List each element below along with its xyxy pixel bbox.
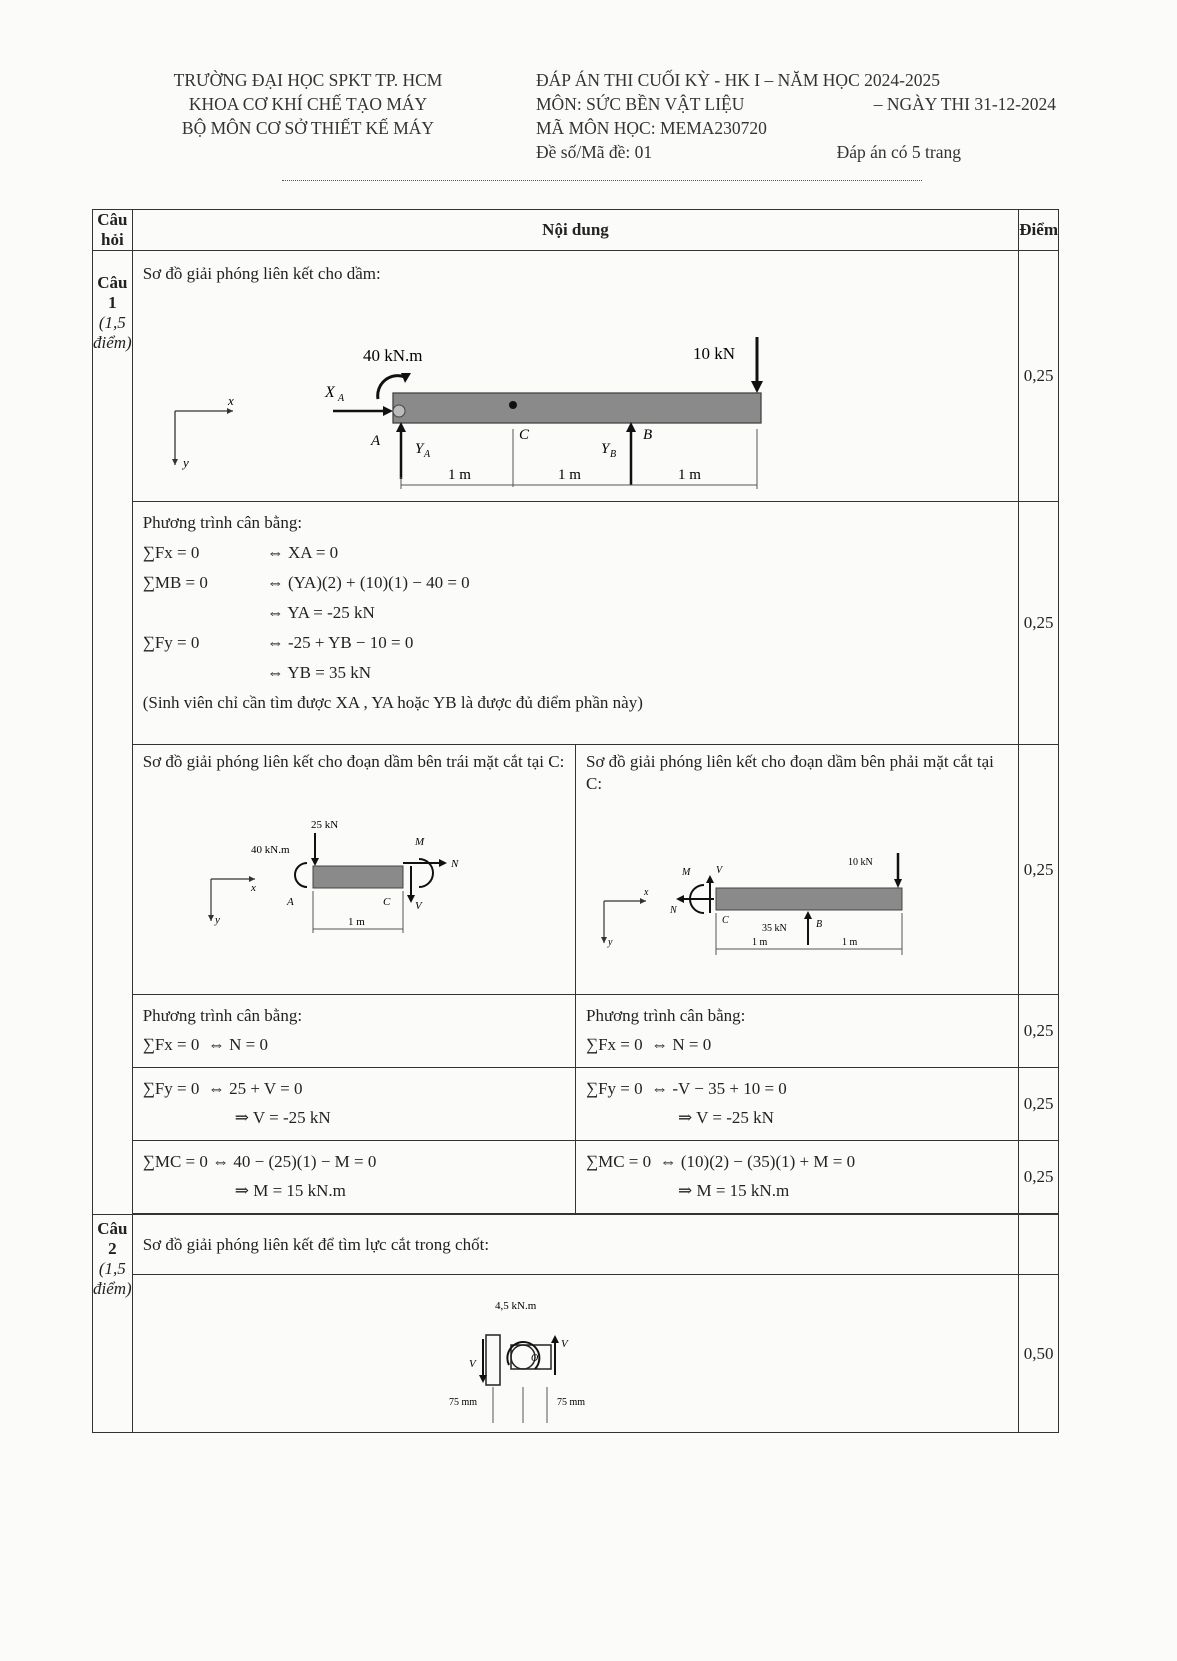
pin-left-plate [486, 1335, 500, 1385]
q1-score-4: 0,25 [1019, 995, 1059, 1068]
label-a: A [286, 896, 294, 908]
beam-fbd-diagram [143, 289, 933, 489]
eq-2-left: ∑MB = 0 [142, 573, 208, 592]
subject-line [536, 92, 1056, 116]
force-label: 10 kN [692, 344, 735, 363]
left-eq-fy-result: ⇒ V = -25 kN [234, 1108, 331, 1127]
q2-score-empty [1019, 1215, 1059, 1275]
page-count: Đáp án có 5 trang [836, 142, 961, 162]
left-eq-fy: ∑Fy = 0 ⇔ 25 + V = 0 [142, 1079, 303, 1098]
q1-score-6: 0,25 [1019, 1141, 1059, 1214]
q2-score: 0,50 [1019, 1275, 1059, 1433]
axis-icon [601, 887, 649, 948]
axis-icon [172, 393, 234, 470]
left-moment-label: 40 kN.m [250, 844, 290, 856]
q2-caption: Sơ đồ giải phóng liên kết để tìm lực cắt trong chốt: [142, 1234, 490, 1254]
xa-label: X [324, 384, 335, 401]
answer-table [92, 209, 1059, 1433]
table-header-row [93, 210, 1059, 251]
right-eq-mc: ∑MC = 0 ⇔ (10)(2) − (35)(1) + M = 0 [585, 1152, 856, 1171]
eq-note: (Sinh viên chỉ cần tìm được XA , YA hoặc YB là được đủ điểm phần này) [142, 693, 643, 712]
col-score: Điểm [1019, 210, 1059, 251]
label-n: N [450, 858, 459, 870]
q2-figure-row [93, 1275, 1059, 1433]
label-v: V [414, 900, 422, 912]
axis-y-label: y [182, 455, 189, 470]
right-fx-cell [575, 995, 1018, 1068]
left-fx-cell [132, 995, 575, 1068]
subject-name: MÔN: SỨC BỀN VẬT LIỆU [536, 94, 745, 114]
ya-sub: A [423, 449, 430, 460]
pin-a [393, 405, 405, 417]
school-header [118, 68, 498, 140]
header-divider [282, 180, 922, 181]
right-eq-mc-result: ⇒ M = 15 kN.m [677, 1181, 790, 1200]
left-eq-fx: ∑Fx = 0 ⇔ N = 0 [142, 1035, 268, 1054]
eq-3 [143, 598, 1009, 628]
label-m: M [681, 867, 691, 878]
pin-diagram [143, 1283, 933, 1423]
left-force-label: 25 kN [310, 819, 338, 831]
left-eq-mc-result: ⇒ M = 15 kN.m [234, 1181, 346, 1200]
right-section-cell [575, 745, 1018, 995]
label-b: B [815, 919, 823, 930]
eq-1-right: ⇔ XA = 0 [266, 543, 339, 562]
pin-dim-2: 75 mm [556, 1397, 585, 1408]
department-name: BỘ MÔN CƠ SỞ THIẾT KẾ MÁY [181, 118, 435, 138]
left-section-caption: Sơ đồ giải phóng liên kết cho đoạn dầm bên trái mặt cắt tại C: [142, 752, 565, 771]
axis-x-label: x [227, 393, 234, 408]
q2-points: (1,5 điểm) [93, 1259, 132, 1298]
right-fy-cell [575, 1068, 1018, 1141]
label-v-left: V [468, 1358, 476, 1370]
left-eq-title: Phương trình cân bằng: [142, 1006, 303, 1025]
left-beam [313, 866, 403, 888]
eq-2 [143, 568, 1009, 598]
point-c [509, 401, 517, 409]
pin-dim-1: 75 mm [448, 1397, 477, 1408]
label-b: B [642, 427, 652, 443]
label-a: A [370, 433, 380, 449]
moment-label: 40 kN.m [362, 346, 423, 365]
right-section-caption: Sơ đồ giải phóng liên kết cho đoạn dầm bên phải mặt cắt tại C: [585, 752, 994, 793]
q2-title: Câu 2 [97, 1219, 128, 1258]
left-section-cell [132, 745, 575, 995]
label-c: C [721, 915, 729, 926]
eq-4-right: ⇔ -25 + YB − 10 = 0 [266, 633, 414, 652]
left-moment-icon [295, 863, 307, 887]
q1-section-row [93, 745, 1059, 995]
q1-score-1: 0,25 [1019, 251, 1059, 502]
eq-4 [143, 628, 1009, 658]
q2-label [93, 1215, 133, 1433]
q1-fx-row [93, 995, 1059, 1068]
school-name: TRƯỜNG ĐẠI HỌC SPKT TP. HCM [173, 70, 443, 90]
eq-title: Phương trình cân bằng: [142, 513, 303, 532]
eq-1-left: ∑Fx = 0 [142, 543, 200, 562]
eq-5-right: ⇔ YB = 35 kN [266, 663, 372, 682]
dim-2: 1 m [557, 467, 581, 483]
left-fy-cell [132, 1068, 575, 1141]
right-eq-fy: ∑Fy = 0 ⇔ -V − 35 + 10 = 0 [585, 1079, 787, 1098]
label-v: V [715, 865, 723, 876]
label-c: C [518, 427, 529, 443]
label-c: C [382, 896, 391, 908]
q1-score-2: 0,25 [1019, 502, 1059, 745]
exam-title: ĐÁP ÁN THI CUỐI KỲ - HK I – NĂM HỌC 2024-2025 [536, 70, 940, 90]
left-mc-cell [132, 1141, 575, 1214]
right-section-diagram [586, 795, 946, 975]
label-n: N [669, 905, 677, 916]
left-section-diagram [143, 773, 503, 953]
right-mc-cell [575, 1141, 1018, 1214]
col-question: Câu hỏi [93, 210, 133, 251]
axis-y-label: y [607, 937, 613, 948]
subject-code: MÃ MÔN HỌC: MEMA230720 [536, 118, 767, 138]
right-eq-fy-result: ⇒ V = -25 kN [677, 1108, 774, 1127]
ya-label: Y [414, 441, 424, 457]
q1-fbd-row [93, 251, 1059, 502]
q2-caption-row [93, 1215, 1059, 1275]
q1-fbd-caption: Sơ đồ giải phóng liên kết cho dầm: [142, 264, 381, 283]
eq-3-right: ⇔ YA = -25 kN [266, 603, 375, 622]
q1-equations-row [93, 502, 1059, 745]
exam-code-line [536, 140, 1056, 164]
dim-3: 1 m [677, 467, 701, 483]
yb-label: Y [600, 441, 610, 457]
q1-title: Câu 1 [97, 273, 128, 312]
right-eq-title: Phương trình cân bằng: [585, 1006, 746, 1025]
eq-5 [143, 658, 1009, 688]
left-dim: 1 m [347, 916, 365, 928]
exam-header [536, 68, 1056, 164]
exam-date: – NGÀY THI 31-12-2024 [873, 94, 1056, 114]
axis-x-label: x [250, 882, 256, 894]
dim-1: 1 m [447, 467, 471, 483]
q1-label [93, 251, 133, 1215]
faculty-name: KHOA CƠ KHÍ CHẾ TẠO MÁY [188, 94, 428, 114]
beam [393, 393, 761, 423]
label-v-right: V [560, 1338, 568, 1350]
eq-1 [143, 538, 1009, 568]
right-force-label: 10 kN [847, 857, 873, 868]
yb-sub: B [609, 449, 616, 460]
eq-2-right: ⇔ (YA)(2) + (10)(1) − 40 = 0 [266, 573, 470, 592]
q1-fbd-cell [132, 251, 1019, 502]
q1-fy-row [93, 1068, 1059, 1141]
exam-code: Đề số/Mã đề: 01 [536, 142, 653, 162]
axis-icon [208, 876, 256, 926]
q1-points: (1,5 điểm) [93, 313, 132, 352]
q1-equations-cell [132, 502, 1019, 745]
right-dim-1: 1 m [751, 937, 768, 948]
axis-x-label: x [643, 887, 649, 898]
eq-4-left: ∑Fy = 0 [142, 633, 200, 652]
pin-moment-label: 4,5 kN.m [494, 1300, 536, 1312]
label-m: M [414, 836, 424, 848]
col-content: Nội dung [132, 210, 1019, 251]
q2-caption-cell [132, 1215, 1019, 1275]
q1-mc-row [93, 1141, 1059, 1214]
xa-sub: A [337, 393, 344, 404]
q1-score-5: 0,25 [1019, 1068, 1059, 1141]
right-dim-2: 1 m [841, 937, 858, 948]
axis-y-label: y [214, 914, 220, 926]
q1-score-3: 0,25 [1019, 745, 1059, 995]
right-beam [716, 888, 902, 910]
right-eq-fx: ∑Fx = 0 ⇔ N = 0 [585, 1035, 712, 1054]
q2-figure-cell [132, 1275, 1019, 1433]
left-eq-mc: ∑MC = 0 ⇔ 40 − (25)(1) − M = 0 [142, 1152, 377, 1171]
right-reaction-label: 35 kN [761, 923, 787, 934]
label-o: O [530, 1353, 538, 1364]
